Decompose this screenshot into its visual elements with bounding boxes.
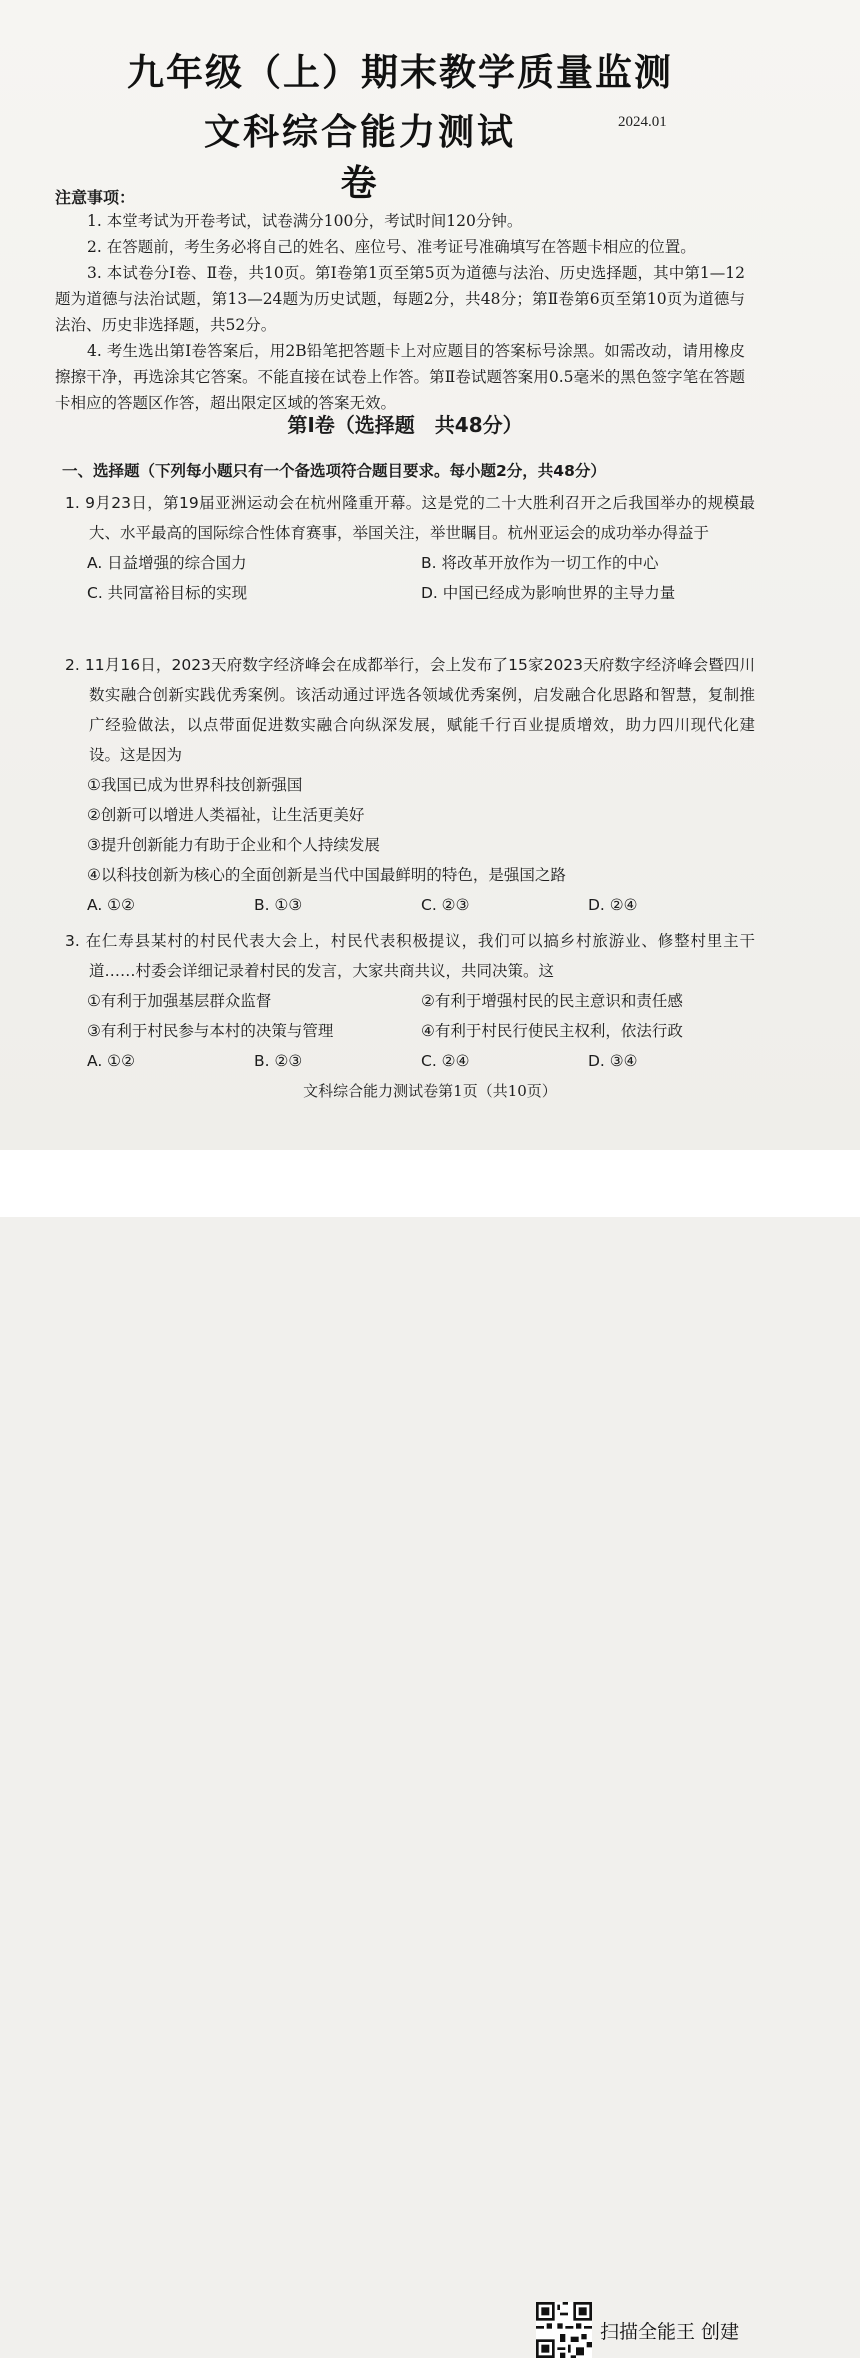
option-d: D. ③④: [588, 1052, 638, 1070]
notice-item: 4. 考生选出第Ⅰ卷答案后，用2B铅笔把答题卡上对应题目的答案标号涂黑。如需改动，请用橡皮擦擦干净，再选涂其它答案。不能直接在试卷上作答。第Ⅱ卷试题答案用0.5毫米的黑色签字笔在答题卡相应的答题区作答，超出限定区域的答案无效。: [55, 342, 745, 412]
statements: [65, 986, 755, 1046]
question-2: [65, 650, 755, 920]
option-a: A. 日益增强的综合国力: [87, 554, 247, 572]
statement: ②有利于增强村民的民主意识和责任感: [421, 992, 683, 1010]
option-c: C. ②④: [421, 1052, 470, 1070]
statement: ①有利于加强基层群众监督: [87, 992, 272, 1010]
option-d: D. ②④: [588, 896, 638, 914]
notice-item: 1. 本堂考试为开卷考试，试卷满分100分，考试时间120分钟。: [87, 212, 523, 230]
option-c: C. ②③: [421, 896, 470, 914]
question-1: [65, 488, 755, 608]
option-a: A. ①②: [87, 1052, 135, 1070]
option-c: C. 共同富裕目标的实现: [87, 584, 248, 602]
statement: ③提升创新能力有助于企业和个人持续发展: [87, 836, 380, 854]
options: [65, 548, 755, 608]
exam-date: 2024.01: [618, 114, 667, 130]
notice-list: [55, 208, 745, 416]
statement: ②创新可以增进人类福祉，让生活更美好: [87, 806, 365, 824]
option-d: D. 中国已经成为影响世界的主导力量: [421, 584, 676, 602]
notice-item: 2. 在答题前，考生务必将自己的姓名、座位号、准考证号准确填写在答题卡相应的位置。: [87, 238, 696, 256]
watermark-label: 扫描全能王 创建: [600, 2321, 740, 2343]
statement: ③有利于村民参与本村的决策与管理: [87, 1022, 334, 1040]
part-heading: 一、选择题（下列每小题只有一个备选项符合题目要求。每小题2分，共48分）: [62, 462, 606, 480]
statement: ④以科技创新为核心的全面创新是当代中国最鲜明的特色，是强国之路: [87, 866, 566, 884]
options: [65, 1046, 755, 1076]
scanner-watermark: [0, 1150, 860, 2343]
qr-code-icon: [536, 2302, 592, 2358]
option-b: B. 将改革开放作为一切工作的中心: [421, 554, 659, 572]
question-stem: 2. 11月16日，2023天府数字经济峰会在成都举行，会上发布了15家2023天府数字经济峰会暨四川数实融合创新实践优秀案例。该活动通过评选各领域优秀案例，启发融合化思路和智慧，复制推广经验做法，以点带面促进数实融合向纵深发展，赋能千行百业提质增效，助力四川现代化建设。这是因为: [65, 656, 755, 764]
exam-subtitle: 文科综合能力测试卷: [203, 112, 516, 204]
option-a: A. ①②: [87, 896, 135, 914]
question-3: [65, 926, 755, 1076]
question-stem: 3. 在仁寿县某村的村民代表大会上，村民代表积极提议，我们可以搞乡村旅游业、修整村里主干道……村委会详细记录着村民的发言，大家共商共议，共同决策。这: [65, 932, 755, 980]
notice-heading: 注意事项：: [55, 188, 136, 207]
statement: ①我国已成为世界科技创新强国: [87, 776, 303, 794]
option-b: B. ②③: [254, 1052, 303, 1070]
section-title: 第Ⅰ卷（选择题 共48分）: [287, 413, 523, 437]
exam-title: 九年级（上）期末教学质量监测: [127, 51, 673, 94]
exam-page: [0, 0, 860, 1150]
statement: ④有利于村民行使民主权利，依法行政: [421, 1022, 683, 1040]
options: [65, 890, 755, 920]
page-footer: 文科综合能力测试卷第1页（共10页）: [303, 1082, 557, 1100]
notice-item: 3. 本试卷分Ⅰ卷、Ⅱ卷，共10页。第Ⅰ卷第1页至第5页为道德与法治、历史选择题，其中第1—12题为道德与法治试题，第13—24题为历史试题，每题2分，共48分；第Ⅱ卷第6页至第10页为道德与法治、历史非选择题，共52分。: [55, 264, 745, 334]
question-stem: 1. 9月23日，第19届亚洲运动会在杭州隆重开幕。这是党的二十大胜利召开之后我国举办的规模最大、水平最高的国际综合性体育赛事，举国关注，举世瞩目。杭州亚运会的成功举办得益于: [65, 494, 755, 542]
option-b: B. ①③: [254, 896, 303, 914]
